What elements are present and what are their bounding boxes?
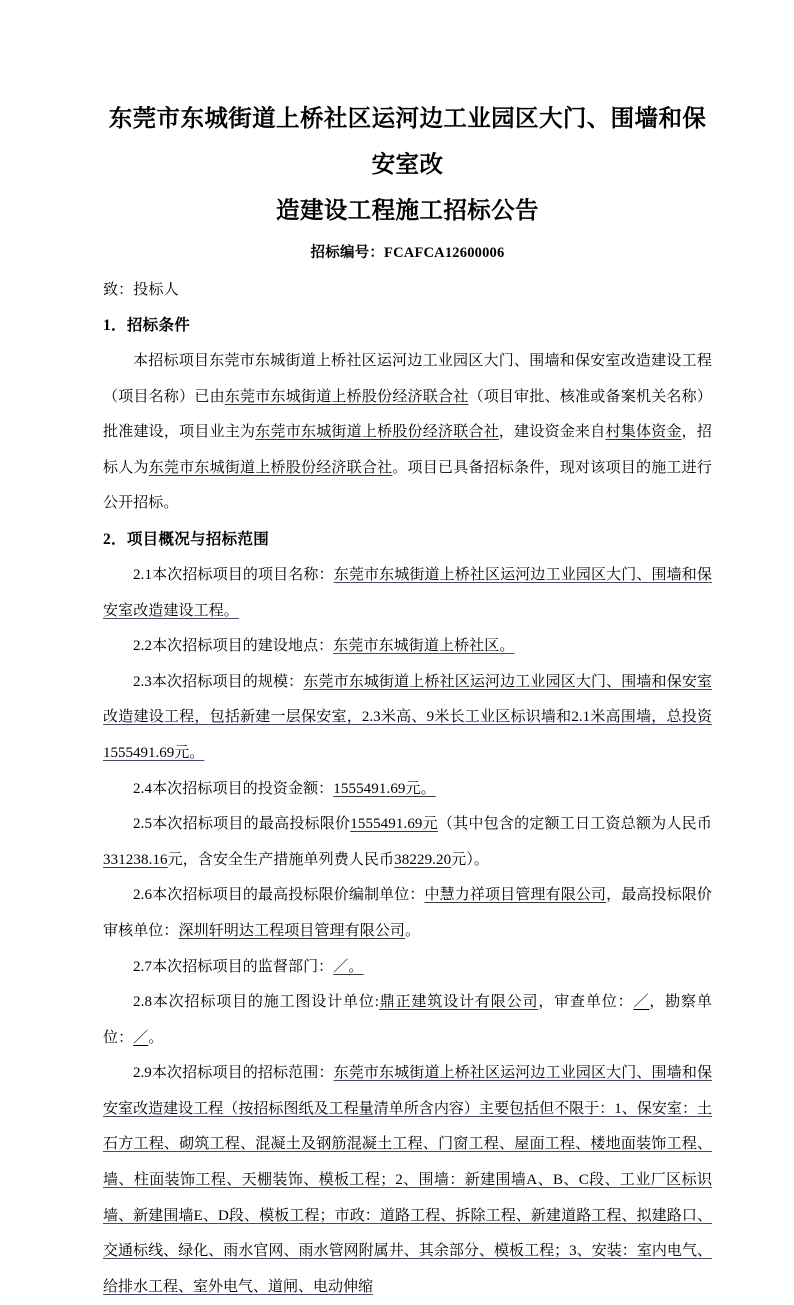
clause-2-9-label: 本次招标项目的招标范围： — [151, 1065, 334, 1082]
clause-2-2 — [103, 629, 712, 665]
section1-owner: 东莞市东城街道上桥股份经济联合社 — [255, 424, 499, 441]
clause-2-9-number: 2.9 — [133, 1065, 152, 1082]
clause-2-2-number: 2.2 — [133, 638, 153, 655]
clause-2-3-value: 东莞市东城街道上桥社区运河边工业园区大门、围墙和保安室改造建设工程，包括新建一层保安室，2.3米高、9米长工业区标识墙和2.1米高围墙，总投资1555491.69元。 — [103, 673, 712, 761]
clause-2-9-scope: 东莞市东城街道上桥社区运河边工业园区大门、围墙和保安室改造建设工程（按招标图纸及工程量清单所含内容）主要包括但不限于：1、保安室：土石方工程、砌筑工程、混凝土及钢筋混凝土工程、门窗工程、屋面工程、楼地面装饰工程、墙、柱面装饰工程、天棚装饰、模板工程；2、围墙：新建围墙A、B、C段、工业厂区标识墙、新建围墙E、D段、模板工程；市政：道路工程、拆除工程、新建道路工程、拟建路口、交通标线、绿化、雨水官网、雨水管网附属井、其余部分、模板工程；3、安装：室内电气、给排水工程、室外电气、道闸、电动伸缩 — [103, 1065, 712, 1295]
clause-2-3-number: 2.3 — [133, 673, 152, 690]
clause-2-4-value: 1555491.69元。 — [333, 780, 436, 797]
clause-2-7-label: 本次招标项目的监督部门： — [152, 958, 334, 975]
clause-2-1 — [103, 558, 712, 629]
tender-number-value: FCAFCA12600006 — [384, 245, 505, 261]
tender-number — [103, 240, 712, 266]
clause-2-8-label: 本次招标项目的施工图设计单位: — [152, 994, 380, 1011]
section1-tenderee: 东莞市东城街道上桥股份经济联合社 — [148, 459, 393, 476]
clause-2-5-max-price: 1555491.69元 — [350, 816, 438, 833]
clause-2-8-mid1: ，审查单位： — [538, 994, 634, 1011]
section1-body-mid: （项目审批、核准或备案机关名称）批准建设，项目业主为 — [103, 388, 712, 441]
clause-2-7-number: 2.7 — [133, 958, 153, 975]
clause-2-2-label: 本次招标项目的建设地点： — [152, 638, 334, 655]
section1-paragraph — [103, 344, 712, 522]
clause-2-6-number: 2.6 — [133, 887, 153, 904]
page-title-line1: 东莞市东城街道上桥社区运河边工业园区大门、围墙和保安室改 — [108, 106, 707, 178]
clause-2-5-end: 元）。 — [451, 851, 490, 868]
clause-2-1-label: 本次招标项目的项目名称： — [152, 566, 334, 583]
clause-2-5-number: 2.5 — [133, 816, 153, 833]
tender-number-label: 招标编号： — [310, 245, 385, 261]
clause-2-3-label: 本次招标项目的规模： — [151, 673, 304, 690]
clause-2-5 — [103, 807, 712, 878]
section1-body-mid3: ，招标人为 — [103, 424, 712, 476]
clause-2-8-designer: 鼎正建筑设计有限公司 — [379, 994, 539, 1011]
clause-2-6-end: 。 — [405, 922, 421, 939]
section1-body-end: 。项目已具备招标条件，现对该项目的施工进行公开招标。 — [103, 459, 712, 512]
section1-approver: 东莞市东城街道上桥股份经济联合社 — [224, 388, 469, 405]
clause-2-4 — [103, 772, 712, 808]
clause-2-1-number: 2.1 — [133, 566, 153, 583]
section1-body-mid2: ，建设资金来自 — [498, 424, 606, 441]
clause-2-7 — [103, 950, 712, 986]
clause-2-5-mid2: 元，含安全生产措施单列费人民币 — [167, 851, 395, 868]
addressee: 致：投标人 — [103, 282, 179, 298]
clause-2-6-reviewer: 深圳轩明达工程项目管理有限公司 — [178, 922, 406, 939]
clause-2-4-label: 本次招标项目的投资金额： — [152, 780, 334, 797]
section1-body-pre: 本招标项目东莞市东城街道上桥社区运河边工业园区大门、围墙和保安室改造建设工程（项目名称）已由 — [103, 353, 712, 405]
section-heading-1: 1．招标条件 — [103, 317, 191, 334]
clause-2-5-safety-fee: 38229.20 — [394, 851, 452, 868]
clause-2-1-value: 东莞市东城街道上桥社区运河边工业园区大门、围墙和保安室改造建设工程。 — [103, 566, 712, 619]
clause-2-5-labor-wage: 331238.16 — [103, 851, 168, 868]
clause-2-2-value: 东莞市东城街道上桥社区。 — [333, 638, 515, 655]
clause-2-9 — [103, 1056, 712, 1305]
section1-funding-source: 村集体资金 — [605, 424, 682, 441]
clause-2-8-end: 。 — [148, 1029, 164, 1046]
section-heading-2: 2．项目概况与招标范围 — [103, 530, 270, 548]
clause-2-6-preparer: 中慧力祥项目管理有限公司 — [424, 887, 607, 904]
page-title-line2: 造建设工程施工招标公告 — [276, 198, 539, 224]
clause-2-8-number: 2.8 — [133, 994, 153, 1011]
clause-2-3 — [103, 665, 712, 772]
clause-2-5-mid1: （其中包含的定额工日工资总额为人民币 — [437, 816, 712, 833]
clause-2-8-surveyor: ／ — [133, 1029, 149, 1046]
clause-2-6-mid: ，最高投标限价审核单位： — [103, 887, 713, 939]
clause-2-8-auditor: ／ — [633, 994, 650, 1011]
clause-2-8 — [103, 985, 712, 1056]
clause-2-6-label: 本次招标项目的最高投标限价编制单位： — [152, 887, 425, 904]
clause-2-7-value: ／。 — [333, 958, 364, 975]
clause-2-4-number: 2.4 — [133, 780, 153, 797]
clause-2-5-label: 本次招标项目的最高投标限价 — [152, 816, 351, 833]
page-title — [103, 96, 712, 234]
clause-2-6 — [103, 878, 712, 949]
clause-2-8-mid2: ，勘察单位： — [103, 994, 712, 1046]
